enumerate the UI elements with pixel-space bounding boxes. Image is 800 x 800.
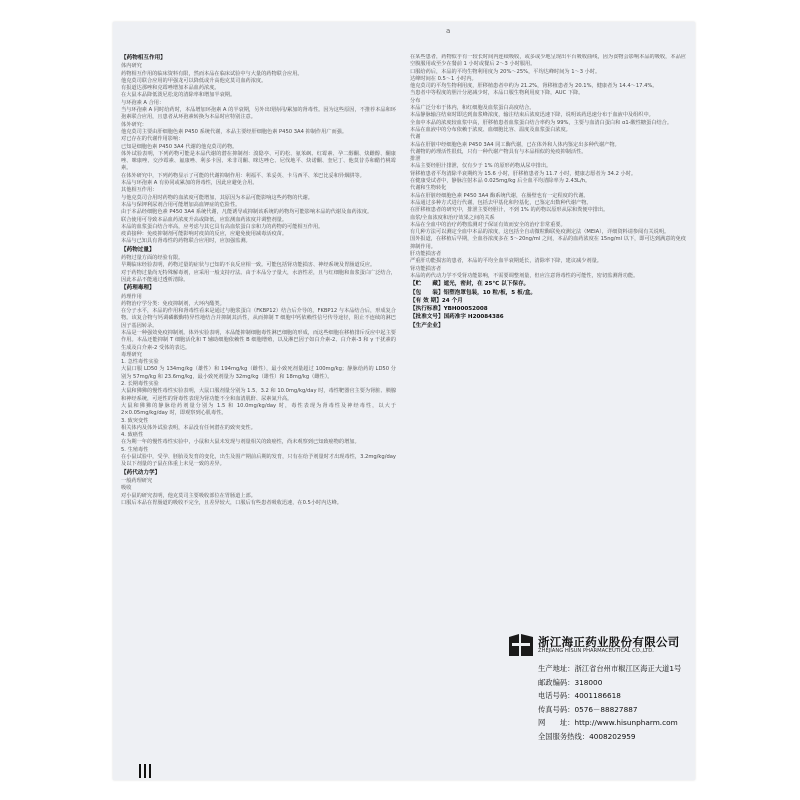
paragraph: 毒理研究 [121, 351, 142, 358]
paragraph: 当患者中等程度的胆汁分泌减少时，本品口服生物利用度下降，AUC 下降。 [410, 90, 584, 97]
paragraph: 2. 长期毒性实验 [121, 381, 159, 388]
section-heading: 【包 装】铝塑泡罩包装，10 粒/板，5 板/盒。 [410, 289, 536, 296]
paragraph: 在某些患者，药物似乎有一较长时间内连续吸收，或多或少地呈现出平台吸收曲线，因为食物会影响本品的吸收，本品应空腹服用或至少在餐前 1 小时或餐后 2～3 小时服用。 [410, 54, 686, 68]
paragraph: 早期临床经验表明，药物过量的症状与已知的不良反应相一致。可能包括肾功能损害、神经系统及胃肠道反应。 [121, 262, 376, 269]
company-hotline: 全国服务热线：4008202959 [538, 731, 636, 741]
paragraph: 在肝移植患者的研究中，排泄主要经胆汁，不到 1% 的药物以原形从尿和粪便中排出。 [410, 207, 609, 214]
paragraph: 本品与已知具有肾毒性的药物联合应用时，应加强监测。 [121, 238, 251, 245]
paragraph: 本品与环孢素 A 有协同或累加的肾毒性，因此应避免合用。 [121, 180, 258, 187]
paragraph: 对小鼠的研究表明，他克莫司主要吸收部位在胃肠道上部。 [121, 492, 256, 499]
paragraph: 药理作用 [121, 293, 142, 300]
paragraph: 在大鼠本品降低泼尼松龙的清除率和增加半衰期。 [121, 92, 236, 99]
barcode-icon [139, 764, 153, 778]
company-phone: 电话号码：4001186618 [538, 691, 621, 700]
paragraph: 有几种方法可以测定全血中本品的浓度，这包括全自动微粒酶联免疫测定法（MEIA），详细资料请参阅有关说明。 [410, 229, 670, 236]
paragraph: 排泄 [410, 156, 421, 163]
section-heading: 【贮 藏】遮光，密封，在 25℃ 以下保存。 [410, 281, 530, 288]
paragraph: 体内研究 [121, 63, 142, 70]
section-heading: 【药理毒理】 [121, 285, 155, 292]
company-postcode: 邮政编码：318000 [538, 677, 603, 687]
paragraph: 其他相互作用： [121, 187, 158, 194]
paragraph: 肝功能损害者 [410, 251, 442, 258]
paragraph: 本品是一种强效免疫抑制剂。体外实验表明，本品能抑制细胞毒性淋巴细胞的形成，而这些细胞在移植排斥反应中起主要作用。本品还能抑制 T 细胞活化和 T 辅助细胞依赖性 B 细胞增殖，以及淋巴因子如白介素-2、白介素-3 和 γ 干扰素的生成及白介素-2 受体的表达。 [121, 329, 396, 351]
paragraph: 在体外研究中，下列药物显示了可能的代谢抑制作用：利福平、苯妥英、卡马西平、苯巴比妥和异烟肼等。 [121, 172, 365, 179]
right-column [410, 54, 686, 634]
company-address: 生产地址：浙江省台州市椒江区海正大道1号 [538, 664, 682, 673]
paragraph: 与他克莫司合用时药物的血浓度可能增加，其原因为本品可能影响这些药物的代谢。 [121, 194, 313, 201]
paragraph: 疫苗接种：免疫抑制剂可能影响对疫苗的反应，应避免使用减毒活疫苗。 [121, 231, 288, 238]
paragraph: 已知是细胞色素 P450 3A4 代谢的他克莫司药物。 [121, 143, 238, 150]
paragraph: 血浆/全血浓度和治疗效果之间的关系 [410, 214, 495, 221]
paragraph: 口服给药后，本品的平均生物利用度为 20%～25%，平均达峰时间为 1～3 小时。 [410, 68, 601, 75]
paragraph: 大鼠和狒狒的慢性毒性实验表明，大鼠口服剂量分别为 1.5、3.2 和 10.0mg/kg/day 时，毒性靶器官主要为肾脏、胰腺和神经系统，可逆性的肾毒性表现为肾功能不全和血清肌酐、尿素氮升高。 [121, 388, 396, 402]
company-name-en: ZHEJIANG HISUN PHARMACEUTICAL CO.,LTD. [538, 648, 654, 654]
paragraph: 药物相互作用的临床资料有限，然而本品在临床试验中与大量的药物联合应用。 [121, 70, 303, 77]
paragraph: 代谢和生物转化 [410, 185, 447, 192]
paragraph: 严重肝功能损害的患者，本品的平均全血半衰期延长，清除率下降，建议减少剂量。 [410, 258, 602, 265]
paragraph: 联合使用可导致本品血药浓度升高或降低，应监测血药浓度并调整剂量。 [121, 216, 288, 223]
paragraph: 吸收 [121, 485, 132, 492]
paragraph: 本品在全血中的治疗药物监测对于保证有效而安全的治疗非常重要。 [410, 221, 566, 228]
paragraph: 国外报道，在移植后早期，全血谷浓度多在 5～20ng/ml 之间，本品的血药浓度在 15ng/ml 以下，即可达到满意的免疫抑制作用。 [410, 236, 686, 250]
paragraph: 有报道达那唑和克霉唑增加本品血药浓度。 [121, 85, 220, 92]
paragraph: 在小鼠试验中，受孕、胚胎及发育的变化，出生及围产期前后期的发育，只有在给予剂量时才出现毒性，3.2mg/kg/day 及以下剂量的子鼠在体重上未见一致的差异。 [121, 454, 396, 468]
paragraph: 他克莫司联合应用的甲强龙可以降低或升高他克莫司血药浓度。 [121, 77, 267, 84]
paragraph: 口服后本品在胃肠道的吸收不完全，且差异较大，口服后有些患者吸收迅速，在0.5小时内达峰。 [121, 499, 342, 506]
paragraph: 药物过量方面的经验有限。 [121, 255, 184, 262]
paragraph: 在分子水平，本品的作用和肾毒性看来是通过与胞浆蛋白（FKBP12）结合后介导的，FKBP12 与本品结合后，形成复合物。该复合物与钙调磷酸酶特异性地结合并抑制其活性，从而抑制 T 细胞中钙依赖性信号传导途径，阻止不连续的淋巴因子基因转录。 [121, 308, 396, 329]
paragraph: 本品主要经胆汁排泄，仅有少于 1% 的原形药物从尿中排出。 [410, 163, 552, 170]
paragraph: 代谢物的药理活性很低，只有一种代谢产物具有与本品相似的免疫抑制活性。 [410, 148, 587, 155]
paragraph: 药物治疗学分类：免疫抑制剂，大环内酯类。 [121, 300, 225, 307]
paragraph: 在健康受试者中，静脉注射本品 0.025mg/kg 后全血平均清除率为 2.43L/h。 [410, 178, 591, 185]
paragraph: 1. 急性毒性实验 [121, 359, 159, 366]
paragraph: 由于本品经细胞色素 P450 3A4 系统代谢，凡能诱导或抑制该系统的药物均可能影响本品的代谢及血药浓度。 [121, 209, 373, 216]
section-heading: 【药物相互作用】 [121, 55, 166, 61]
paragraph: 本品广泛分布于体内，和红细胞及血浆蛋白高度结合。 [410, 105, 535, 112]
paragraph: 在为期一年的慢性毒性实验中，小鼠和大鼠未发现与剂量相关的致癌性，尚未观察到已知致癌物的增加。 [121, 439, 360, 446]
paragraph: 大鼠口服 LD50 为 134mg/kg（雄性）和 194mg/kg（雌性），最小致死剂量超过 100mg/kg；静脉给药的 LD50 分别为 57mg/kg 和 23.6mg/kg，最小致死剂量为 32mg/kg（雄性）和 18mg/kg（雌性）。 [121, 366, 396, 380]
section-heading: 【批准文号】国药准字 H20084386 [410, 314, 504, 321]
paragraph: 分布 [410, 97, 421, 104]
paragraph: 与环孢素 A 合用： [121, 99, 165, 106]
paragraph: 肾移植患者平均清除半衰期约为 15.6 小时，肝移植患者为 11.7 小时，健康志愿者为 34.2 小时。 [410, 170, 637, 177]
section-heading: 【有 效 期】24 个月 [410, 297, 463, 304]
paragraph: 本品的血浆蛋白结合率高，应考虑与其它具有高血浆蛋白亲和力的药物的可能相互作用。 [121, 223, 324, 230]
section-heading: 【药代动力学】 [121, 469, 161, 476]
paragraph: 3. 致突变性 [121, 417, 149, 424]
paragraph: 他克莫司主要由肝细胞色素 P450 系统代谢，本品主要经肝细胞色素 P450 3A4 抑制作用广而强。 [121, 128, 348, 135]
paragraph: 体外研究： [121, 121, 147, 128]
section-heading: 【生产企业】 [410, 322, 444, 329]
hisun-logo-icon [509, 634, 533, 656]
section-heading: 【执行标准】YBH00052008 [410, 306, 488, 313]
paragraph: 一般药理研究 [121, 477, 153, 484]
page-mark: a [446, 27, 451, 35]
company-website: 网 址：http://www.hisunpharm.com [538, 718, 678, 727]
paragraph: 体外试验表明，下列药物可能是本品代谢的潜在抑制剂：溴隐亭、可的松、氨苯砜、红霉素、孕二醇酮、炔雌醇、酮康唑、咪康唑、交沙霉素、氟康唑、利多卡因、米非司酮、咪达唑仑、尼伐地平、炔诺酮、奎尼丁、他莫昔芬和醋竹桃霉素。 [121, 150, 396, 172]
paragraph: 当与环孢素 A 同时给药时，本品增加环孢素 A 的半衰期，另外出现协同/累加的肾毒性。因为这些原因，不推荐本品和环孢素联合应用，且患者从环孢素转换为本品时应特别注意。 [121, 107, 396, 121]
paragraph: 肾功能损害者 [410, 265, 442, 272]
paragraph: 相关体内及体外试验表明，本品没有任何潜在的致突变性。 [121, 424, 256, 431]
paragraph: 5. 生殖毒性 [121, 446, 149, 453]
paragraph: 大鼠和狒狒的静脉给药剂量分别为 1.5 和 10.0mg/kg/day 时，毒性表现为肾毒性及神经毒性，以大于 2×0.05mg/kg/day 时，即观察到心肌毒性。 [121, 402, 396, 417]
left-column [121, 54, 396, 774]
leaflet-page [113, 22, 695, 780]
paragraph: 代谢 [410, 134, 421, 141]
company-fax: 传真号码：0576－88827887 [538, 704, 638, 714]
paragraph: 他克莫司的平均生物利用度，肝移植患者中约为 21.2%，肾移植患者为 20.1%，健康者为 14.4～17.4%。 [410, 83, 658, 90]
paragraph: 对已存在的代谢作用影响： [121, 136, 184, 143]
paragraph: 本品在血液中的分布依赖于浓度、血细胞比容、温度及血浆蛋白浓度。 [410, 126, 571, 133]
paragraph: 4. 致癌性 [121, 432, 144, 439]
paragraph: 全血中本品的浓度较血浆中高，肝移植患者血浆蛋白结合率约为 99%，主要与血清白蛋白和 α1-酸性糖蛋白结合。 [410, 119, 673, 126]
paragraph: 对于药物过量尚无特殊解毒剂，应采用一般支持疗法。由于本品分子量大，水溶性差，且与红细胞和血浆蛋白广泛结合，因此本品不能通过透析清除。 [121, 269, 396, 283]
paragraph: 达峰时间在 0.5～1 小时内。 [410, 75, 477, 82]
company-name-cn: 浙江海正药业股份有限公司 [538, 635, 680, 649]
section-heading: 【药物过量】 [121, 246, 155, 253]
paragraph: 本品与保钾利尿剂合用可能增加高血钾症的危险性。 [121, 201, 241, 208]
company-info [538, 662, 681, 743]
paragraph: 本品静脉输注结束时即达到血浆峰浓度，输注结束后浓度迅速下降，说明该药迅速分布于血液中及组织中。 [410, 112, 654, 119]
paragraph: 本品通过多种方式进行代谢，包括去甲基化和羟基化，已鉴定出数种代谢产物。 [410, 199, 592, 206]
paragraph: 本品在肝脏中经细胞色素 P450 3A4 同工酶代谢，已在体外和人体内鉴定出多种代谢产物。 [410, 141, 620, 148]
paragraph: 本品的药代动力学不受肾功能影响，不需要调整剂量，但应注意肾毒性的可能性，密切监测肾功能。 [410, 272, 639, 279]
paragraph: 本品在肝脏经细胞色素 P450 3A4 酶系统代谢，在肠壁也有一定程度的代谢。 [410, 192, 589, 199]
